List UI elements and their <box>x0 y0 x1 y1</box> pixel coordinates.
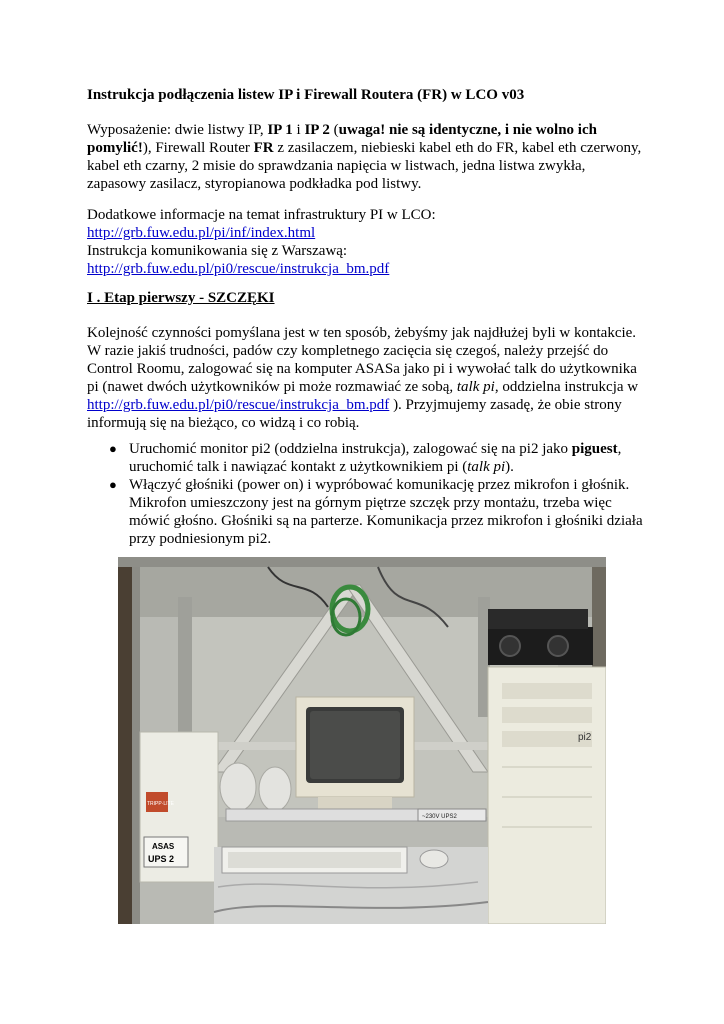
document-title: Instrukcja podłączenia listew IP i Firewall Routera (FR) w LCO v03 <box>87 87 525 103</box>
piguest-label: piguest <box>571 441 618 457</box>
equipment-paragraph <box>87 121 647 193</box>
ups-brand: TRIPP·LITE <box>147 801 174 807</box>
fr-label: FR <box>253 140 274 156</box>
bullet-icon: ● <box>109 441 117 456</box>
equipment-photo <box>118 557 606 924</box>
list-item <box>87 476 647 548</box>
step-1-text-2: , uruchomić talk i nawiązać kontakt z użytkownikiem pi ( <box>129 441 622 475</box>
info-line-1: Dodatkowe informacje na temat infrastruktury PI w LCO: <box>87 207 436 223</box>
tower-label: pi2 <box>578 732 592 743</box>
bullet-icon: ● <box>109 477 117 492</box>
info-paragraph <box>87 206 647 278</box>
step-1-talk-pi: talk pi <box>467 459 506 475</box>
equipment-text-2: i <box>292 122 305 138</box>
ip1-label: IP 1 <box>267 122 293 138</box>
step-1-text-1: Uruchomić monitor pi2 (oddzielna instrukcja), zalogować się na pi2 jako <box>129 441 572 457</box>
equipment-text-5: z zasilaczem, niebieski kabel eth do FR, kabel eth czerwony, kabel eth czarny, 2 misie do sprawdzania napięcia w listwach, jedna listwa zwykła, zapasowy zasilacz, styropianowa podkładka pod listwy. <box>87 140 642 192</box>
talk-pi-text: talk pi <box>456 379 495 395</box>
equipment-text-1: Wyposażenie: dwie listwy IP, <box>87 122 268 138</box>
procedure-paragraph <box>87 324 647 432</box>
procedure-text-2: , oddzielna instrukcja w <box>494 379 639 395</box>
procedure-text-1: Kolejność czynności pomyślana jest w ten sposób, żebyśmy jak najdłużej byli w kontakcie. W razie jakiś trudności, padów czy kompletnego zacięcia się czegoś, należy przejść do Control Roomu, zalogować się na komputer ASASa jako pi i wywołać talk do użytkownika pi (nawet dwóch użytkowników pi może rozmawiać ze sobą, <box>87 325 637 395</box>
infrastructure-link[interactable]: http://grb.fuw.edu.pl/pi/inf/index.html <box>87 225 316 241</box>
list-item <box>87 440 647 476</box>
step-1-text-3: ). <box>505 459 514 475</box>
ups-label-1: ASAS <box>152 842 175 851</box>
equipment-text-4: ), Firewall Router <box>142 140 254 156</box>
warning-text: uwaga! nie są identyczne, i nie wolno ich pomylić! <box>87 122 597 156</box>
section-heading: I . Etap pierwszy - SZCZĘKI <box>87 290 275 306</box>
procedure-text-3: ). Przyjmujemy zasadę, że obie strony informują się na bieżąco, co widzą i co robią. <box>87 397 622 431</box>
steps-list <box>87 440 647 548</box>
ups-label-2: UPS 2 <box>148 854 175 864</box>
step-2-text: Włączyć głośniki (power on) i wypróbować komunikację przez mikrofon i głośnik. Mikrofon umieszczony jest na górnym piętrze szczęk przy montażu, trzeba więc mówić głośno. Głośniki są na parterze. Komunikacja przez mikrofon i głośniki działa przy podniesionym pi2. <box>129 477 643 547</box>
strip-label: ~230V UPS2 <box>422 814 457 820</box>
equipment-text-3: ( <box>329 122 339 138</box>
rescue-instructions-link[interactable]: http://grb.fuw.edu.pl/pi0/rescue/instrukcja_bm.pdf <box>87 261 390 277</box>
info-line-2: Instrukcja komunikowania się z Warszawą: <box>87 243 348 259</box>
procedure-instructions-link[interactable]: http://grb.fuw.edu.pl/pi0/rescue/instrukcja_bm.pdf <box>87 397 390 413</box>
ip2-label: IP 2 <box>304 122 330 138</box>
